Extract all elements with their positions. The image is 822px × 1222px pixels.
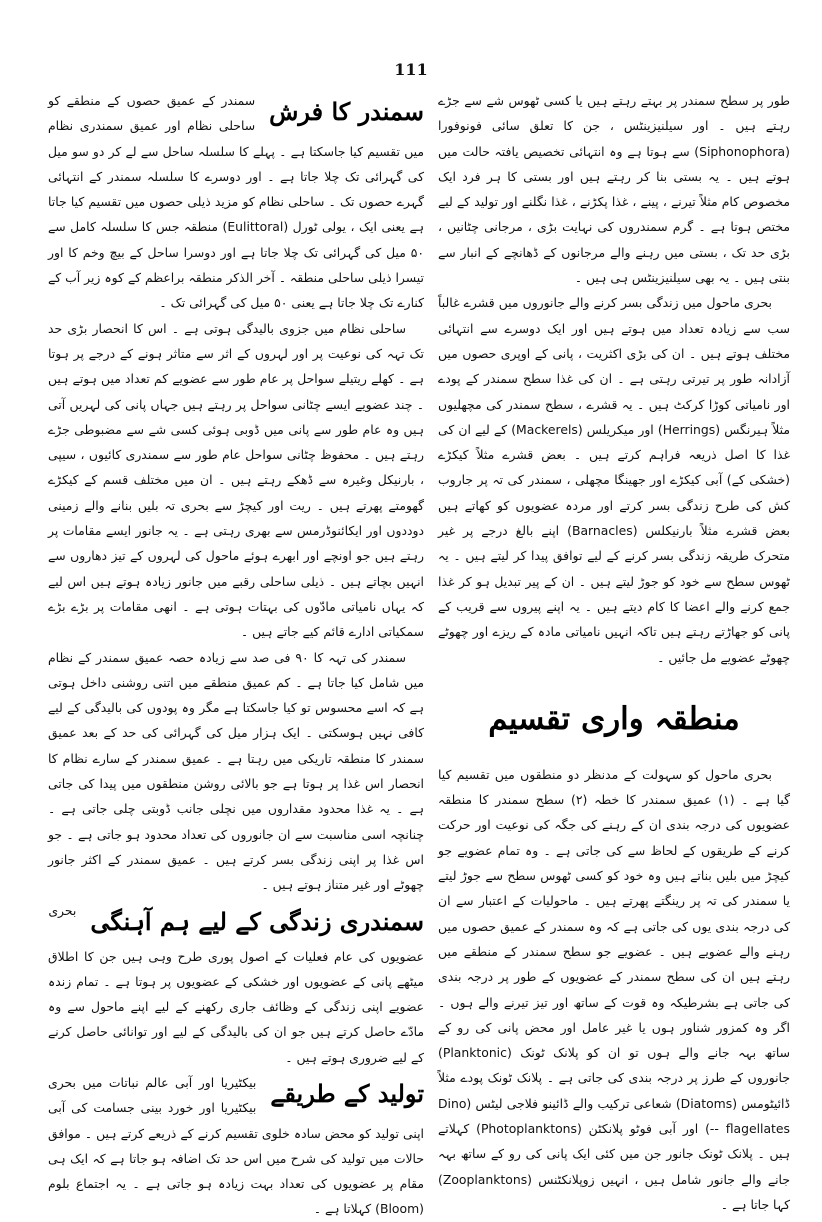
zonal-distribution-paragraph: بحری ماحول کو سہولت کے مدنظر دو منطقوں میں تقسیم کیا گیا ہے ۔ (۱) عمیق سمندر کا خطہ (۲) سطح سمندر کا منطقہ عضویوں کی درجہ بندی ان کے رہنے کی جگہ کی نوعیت اور حرکت کرنے کے طریقوں کے لحاظ سے کی جاتی ہے ۔ وہ تمام عضویے جو کیچڑ میں بلیں بناتے ہیں وہ خود کو کسی ٹھوس سطح سے جوڑ لیتے یا سمندر کی تہ پر رینگتے پھرتے ہیں ۔ ماحولیات کے اعتبار سے ان کی درجہ بندی یوں کی جاتی ہے کہ وہ سمندر کے عمیق حصوں میں رہنے والے عضویے ہیں ۔ عضویے جو سطح سمندر کے منطقے میں رہتے ہیں ان کی سطح سمندر کے عضویوں کے طور پر درجہ بندی کی جاتی ہے بشرطیکہ وہ قوت کے ساتھ اور تیز تیرنے والے ہوں ۔ اگر وہ کمزور شناور ہوں یا غیر عامل اور محض پانی کی رو کے ساتھ بہہ جانے والے ہوں تو ان کو پلانک ٹونک (Planktonic) جانوروں کے طرز پر درجہ بندی کی جاتی ہے ۔ پلانک ٹونک پودے مثلاً ڈائیٹومس (Diatoms) شعاعی ترکیب والے ڈائینو فلاجی لیٹس (Dino -- flagellates) اور آبی فوٹو پلانکٹن (Photoplanktons) کہلاتے ہیں ۔ پلانک ٹونک جانور جن میں کئی ایک پانی کی رو کے ساتھ بہہ جانے والے جانور شامل ہیں ، انہیں زوپلانکٹنس (Zooplanktons) کہا جاتا ہے ۔ <box>438 766 790 1212</box>
sea-floor-heading: سمندر کا فرش <box>269 97 424 126</box>
zonal-distribution-heading: منطقہ واری تقسیم <box>488 700 740 737</box>
adaptation-paragraph: بحری عضویوں کی عام فعلیات کے اصول پوری طرح وہی ہیں جن کا اطلاق میٹھے پانی کے عضویوں اور خشکی کے عضویوں پر ہوتا ہے ۔ تمام زندہ عضویے اپنی زندگی کے وظائف جاری رکھنے کے لیے اپنے ماحول سے وہ مادّے حاصل کرتے ہیں جو ان کی بالیدگی کے لیے اور توانائی حاصل کرنے کے لیے ضروری ہوتے ہیں ۔ <box>48 902 424 1065</box>
reproduction-paragraph: بیکٹیریا اور آبی عالم نباتات میں بحری بیکٹیریا اور خورد بینی جسامت کی آبی اپنی تولید کو محض سادہ خلوی تقسیم کرنے کے ذریعے کرتے ہیں ۔ موافق حالات میں تولید کی شرح میں اس حد تک اضافہ ہو جاتا ہے کہ ایک ہی مقام پر عضویوں کی تعداد بہت زیادہ ہو جاتی ہے ۔ یہ اجتماع بلوم (Bloom) کہلاتا ہے ۔ <box>48 1074 424 1217</box>
deep-sea-paragraph: سمندر کی تہہ کا ۹۰ فی صد سے زیادہ حصہ عمیق سمندر کے نظام میں شامل کیا جاتا ہے ۔ کم عمیق منطقے میں اتنی روشنی داخل ہوتی ہے کہ اسے محسوس تو کیا جاسکتا ہے مگر وہ پودوں کی بالیدگی کے لیے کافی نہیں ہوسکتی ۔ ایک ہزار میل کی گہرائی کی حد کے بعد عمیق سمندر کا منطقہ تاریکی میں رہتا ہے ۔ عمیق سمندر کے سارے نظام کا انحصار اس غذا پر ہوتا ہے جو بالائی روشن منطقوں میں پیدا کی جاتی ہے ۔ یہ غذا محدود مقداروں میں نچلی جانب ڈوبتی چلی جاتی ہے ۔ چنانچہ اسی مناسبت سے ان جانوروں کی تعداد محدود ہو جاتی ہے ۔ جو اس غذا پر اپنی زندگی بسر کرتے ہیں ۔ عمیق سمندر کے اکثر جانور چھوٹے اور غیر متناز ہوتے ہیں ۔ <box>48 649 424 893</box>
crustaceans-paragraph: بحری ماحول میں زندگی بسر کرنے والے جانوروں میں قشرے غالباً سب سے زیادہ تعداد میں ہوتے ہیں اور ایک دوسرے سے انتہائی مختلف ہوتے ہیں ۔ ان کی بڑی اکثریت ، پانی کے اوپری حصوں میں آزادانہ طور پر تیرتی رہتی ہے ۔ ان کی غذا سطح سمندر کے پودے اور نامیاتی کوڑا کرکٹ ہیں ۔ یہ قشرے ، سطح سمندر کی مچھلیوں مثلاً ہیرنگس (Herrings) اور میکریلس (Mackerels) کے لیے ان کی غذا کا اصل ذریعہ فراہم کرتے ہیں ۔ بعض قشرے مثلاً کیکڑے (خشکی کے) آبی کیکڑے اور جھینگا مچھلی ، سمندر کی تہ پر جاروب کش کی طرح زندگی بسر کرتے اور مردہ عضویوں کو کھاتے ہیں بعض قشرے مثلاً بارنیکلس (Barnacles) اپنے بالغ درجے پر غیر متحرک طریقہ زندگی بسر کرنے کے لیے توافق پیدا کر لیتے ہیں ۔ یہ ٹھوس سطح سے خود کو جوڑ لیتے ہیں ۔ ان کے پیر تبدیل ہو کر غذا جمع کرنے والے اعضا کا کام دیتے ہیں ۔ یہ اپنے پیروں سے قریب کے پانی کو جھاڑتے رہتے ہیں تاکہ انہیں نامیاتی مادہ کے ریزے اور چھوٹے چھوٹے عضویے مل جائیں ۔ <box>438 295 791 665</box>
littoral-system-paragraph: ساحلی نظام میں جزوی بالیدگی ہوتی ہے ۔ اس کا انحصار بڑی حد تک تہہ کی نوعیت پر اور لہروں کے اثر سے متاثر ہونے کے درجے پر ہوتا ہے ۔ کھلے ریتیلے سواحل پر عام طور سے عضویے کم تعداد میں ہوتے ہیں ۔ چند عضویے ایسے چٹانی سواحل پر رہتے ہیں جہاں پانی کی لہریں آتی ہیں وہ عام طور سے پانی میں ڈوبی ہوئی کسی شے سے مضبوطی جڑے رہتے ہیں ۔ محفوظ چٹانی سواحل عام طور سے سمندری کائیوں ، سیپی ، بارنیکل وغیرہ سے ڈھکے رہتے ہیں ۔ ان میں مختلف قسم کے کیکڑے گھومتے پھرتے ہیں ۔ ریت اور کیچڑ سے بحری تہ بلیں بنانے والے زمینی دوددوں اور ایکائنوڈرمس سے بھری رہتی ہے ۔ یہ جانور ایسے مقامات پر رہتے ہیں جو اونچے اور ابھرے ہوئے ماحول کی لہروں کے تیز دھاروں سے انہیں بچاتے ہیں ۔ ذیلی ساحلی رقبے میں جانور زیادہ ہوتے ہیں اس لیے کہ یہاں نامیاتی مادّوں کی بہتات ہوتی ہے ۔ انھی مقامات پر بڑے بڑے سمکیاتی ادارے قائم کیے جاتے ہیں ۔ <box>48 320 424 640</box>
siphonophora-paragraph: طور پر سطح سمندر پر بہتے رہتے ہیں یا کسی ٹھوس شے سے جڑے رہتے ہیں ۔ اور سیلنیزینٹس ، جن کا تعلق سائی فونوفورا (Siphonophora) سے ہوتا ہے وہ انتہائی تخصیص یافتہ حالت میں ہوتے ہیں ۔ یہ بستی بنا کر رہتے ہیں اور بستی کا ہر فرد ایک مخصوص کام مثلاً تیرنے ، پینے ، غذا پکڑنے ، غذا نگلنے اور تولید کے لیے مختص ہوتا ہے ۔ گرم سمندروں کی نہایت بڑی ، مرجانی چٹانیں ، بڑی حد تک ، بستی میں رہنے والے مرجانوں کے ڈھانچے کے انبار سے بنتی ہیں ۔ یہ بھی سیلنیزینٹس ہی ہیں ۔ <box>438 93 790 286</box>
sea-floor-paragraph: سمندر کے عمیق حصوں کے منطقے کو ساحلی نظام اور عمیق سمندری نظام میں تقسیم کیا جاسکتا ہے ۔ پہلے کا سلسلہ ساحل سے لے کر دو سو میل کی گہرائی تک چلا جاتا ہے ۔ اور دوسرے کا سلسلہ سمندر کے انتہائی گہرے حصوں تک ۔ ساحلی نظام کو مزید ذیلی حصوں میں تقسیم کیا جاتا ہے یعنی ایک ، یولی ٹورل (Eulittoral) منطقہ جس کا سلسلہ کامل سے ۵۰ میل کی گہرائی تک چلا جاتا ہے اور دوسرا ساحل کے بیچ وخم کا اور تیسرا ذیلی ساحلی منطقہ ۔ آخر الذکر منطقہ براعظم کے کوہ زیر آب کے کنارے تک چلا جاتا ہے یعنی ۵۰ میل کی گہرائی تک ۔ <box>48 93 424 311</box>
right-column <box>438 88 790 1217</box>
left-column <box>48 88 424 1222</box>
page-number: 111 <box>394 60 428 79</box>
adaptation-heading: سمندری زندگی کے لیے ہم آہنگی <box>90 906 424 936</box>
reproduction-heading: تولید کے طریقے <box>270 1078 424 1108</box>
